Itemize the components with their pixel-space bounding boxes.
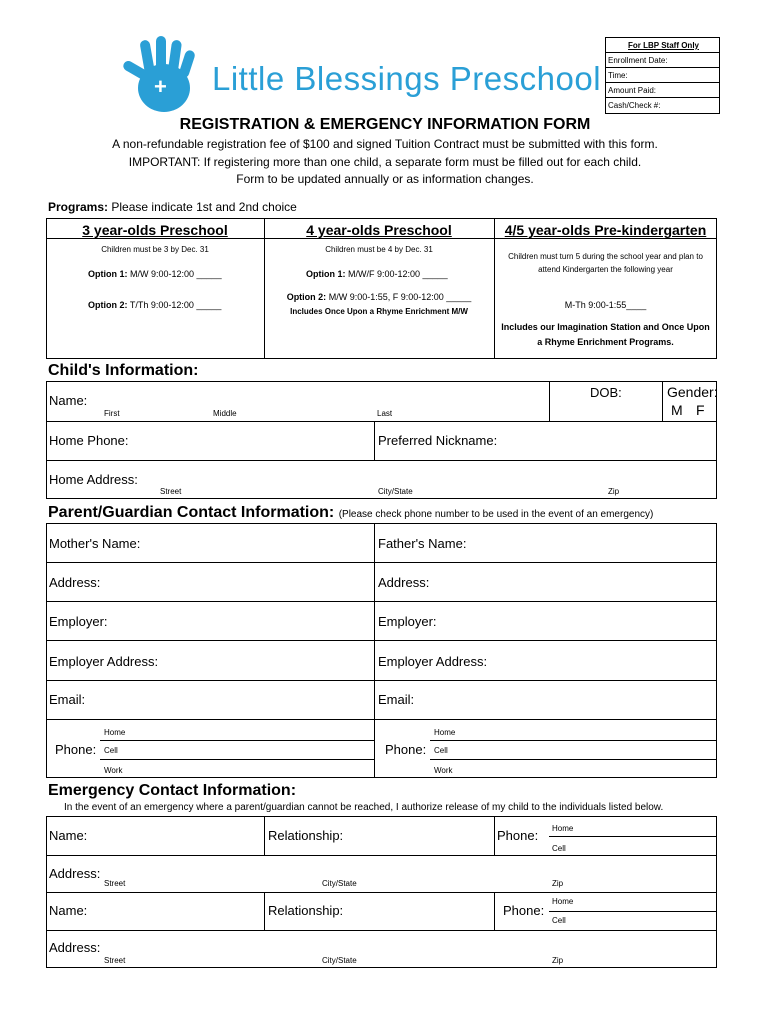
father-work-phone[interactable]: Work — [434, 766, 453, 775]
mother-work-phone[interactable]: Work — [104, 766, 123, 775]
middle-name-label: Middle — [213, 409, 237, 418]
mother-employer-label[interactable]: Employer: — [49, 614, 108, 629]
gender-m-option[interactable]: M — [671, 402, 683, 418]
program-prek-heading: 4/5 year-olds Pre-kindergarten — [504, 222, 707, 238]
child-heading: Child's Information: — [48, 362, 199, 379]
program-4yr-note: Includes Once Upon a Rhyme Enrichment M/W — [290, 307, 468, 316]
ec2-phone-label: Phone: — [503, 903, 545, 918]
mother-address-label[interactable]: Address: — [49, 575, 101, 590]
staff-only-box — [605, 37, 720, 114]
option-text: M/W/F 9:00-12:00 _____ — [348, 269, 448, 279]
first-name-label: First — [104, 409, 120, 418]
program-3yr-age: Children must be 3 by Dec. 31 — [101, 245, 209, 254]
staff-amount-paid[interactable]: Amount Paid: — [606, 83, 719, 98]
father-email-label[interactable]: Email: — [378, 692, 415, 707]
ec1-phone-label: Phone: — [497, 828, 539, 843]
program-prek-note-2: a Rhyme Enrichment Programs. — [537, 337, 674, 347]
programs-label: Programs: — [48, 200, 109, 214]
parent-heading-row — [48, 504, 653, 522]
dob-label[interactable]: DOB: — [590, 385, 622, 400]
program-3yr-option2[interactable] — [88, 300, 221, 310]
ec2-cell-phone[interactable]: Cell — [552, 916, 566, 925]
ec2-city-state-label: City/State — [322, 956, 357, 965]
father-name-label[interactable]: Father's Name: — [378, 536, 467, 551]
parent-note: (Please check phone number to be used in the event of an emergency) — [338, 509, 654, 520]
program-prek-note-1: Includes our Imagination Station and Once Upon — [501, 322, 710, 332]
program-3yr-option1[interactable] — [88, 269, 222, 279]
ec1-name-label[interactable]: Name: — [49, 828, 88, 843]
ec1-zip-label: Zip — [552, 879, 564, 888]
program-prek-schedule[interactable]: M-Th 9:00-1:55____ — [564, 300, 647, 310]
child-name-label[interactable]: Name: — [49, 393, 88, 408]
ec2-name-label[interactable]: Name: — [49, 903, 88, 918]
parent-heading: Parent/Guardian Contact Information: — [48, 504, 335, 521]
logo — [120, 36, 210, 116]
mother-phone-label: Phone: — [55, 742, 97, 757]
option-label: Option 1: — [88, 269, 128, 279]
home-address-label[interactable]: Home Address: — [49, 472, 138, 487]
ec2-address-label[interactable]: Address: — [49, 940, 101, 955]
home-phone-label[interactable]: Home Phone: — [49, 433, 129, 448]
option-text: M/W 9:00-12:00 _____ — [130, 269, 222, 279]
mother-employer-address-label[interactable]: Employer Address: — [49, 654, 159, 669]
option-label: Option 2: — [286, 292, 327, 302]
program-4yr-option1[interactable] — [306, 269, 448, 279]
option-text: M/W 9:00-1:55, F 9:00-12:00 _____ — [328, 292, 472, 302]
ec1-address-label[interactable]: Address: — [49, 866, 101, 881]
ec1-cell-phone[interactable]: Cell — [552, 844, 566, 853]
ec2-zip-label: Zip — [552, 956, 564, 965]
father-cell-phone[interactable]: Cell — [434, 746, 448, 755]
staff-enrollment-date[interactable]: Enrollment Date: — [606, 53, 719, 68]
staff-cash-check[interactable]: Cash/Check #: — [608, 101, 661, 110]
program-4yr-heading: 4 year-olds Preschool — [306, 222, 452, 238]
school-name: Little Blessings Preschool — [212, 60, 602, 97]
mother-cell-phone[interactable]: Cell — [104, 746, 118, 755]
staff-box-title: For LBP Staff Only — [606, 38, 719, 53]
ec2-relationship-label[interactable]: Relationship: — [268, 903, 344, 918]
last-name-label: Last — [377, 409, 393, 418]
zip-label: Zip — [608, 487, 620, 496]
street-label: Street — [160, 487, 182, 496]
staff-time[interactable]: Time: — [606, 68, 719, 83]
ec1-home-phone[interactable]: Home — [552, 824, 574, 833]
program-4yr-option2[interactable] — [264, 292, 494, 302]
program-4yr-age: Children must be 4 by Dec. 31 — [325, 245, 433, 254]
mother-home-phone[interactable]: Home — [104, 728, 126, 737]
father-address-label[interactable]: Address: — [378, 575, 430, 590]
option-label: Option 1: — [306, 269, 346, 279]
intro-line-2: IMPORTANT: If registering more than one child, a separate form must be filled out for each child. — [128, 155, 642, 169]
emergency-note: In the event of an emergency where a parent/guardian cannot be reached, I authorize release of my child to the individuals listed below. — [64, 802, 664, 813]
program-prek-age-1: Children must turn 5 during the school year and plan to — [508, 252, 703, 261]
ec2-street-label: Street — [104, 956, 126, 965]
intro-line-1: A non-refundable registration fee of $100 and signed Tuition Contract must be submitted with this form. — [112, 137, 658, 151]
program-3yr-heading: 3 year-olds Preschool — [82, 222, 228, 238]
cross-icon: + — [154, 74, 167, 99]
ec1-street-label: Street — [104, 879, 126, 888]
mother-email-label[interactable]: Email: — [49, 692, 86, 707]
father-home-phone[interactable]: Home — [434, 728, 456, 737]
city-state-label: City/State — [378, 487, 413, 496]
father-employer-label[interactable]: Employer: — [378, 614, 437, 629]
emergency-heading: Emergency Contact Information: — [48, 782, 297, 799]
nickname-label[interactable]: Preferred Nickname: — [378, 433, 498, 448]
ec1-city-state-label: City/State — [322, 879, 357, 888]
ec1-relationship-label[interactable]: Relationship: — [268, 828, 344, 843]
option-label: Option 2: — [88, 300, 128, 310]
father-employer-address-label[interactable]: Employer Address: — [378, 654, 488, 669]
mother-name-label[interactable]: Mother's Name: — [49, 536, 141, 551]
gender-label: Gender: — [667, 384, 718, 400]
option-text: T/Th 9:00-12:00 _____ — [129, 300, 222, 310]
form-title: REGISTRATION & EMERGENCY INFORMATION FORM — [179, 116, 591, 133]
ec2-home-phone[interactable]: Home — [552, 897, 574, 906]
gender-f-option[interactable]: F — [696, 402, 705, 418]
programs-instruction — [48, 200, 297, 214]
intro-line-3: Form to be updated annually or as information changes. — [236, 172, 534, 186]
father-phone-label: Phone: — [385, 742, 427, 757]
program-prek-age-2: attend Kindergarten the following year — [538, 265, 673, 274]
programs-note: Please indicate 1st and 2nd choice — [111, 200, 297, 214]
